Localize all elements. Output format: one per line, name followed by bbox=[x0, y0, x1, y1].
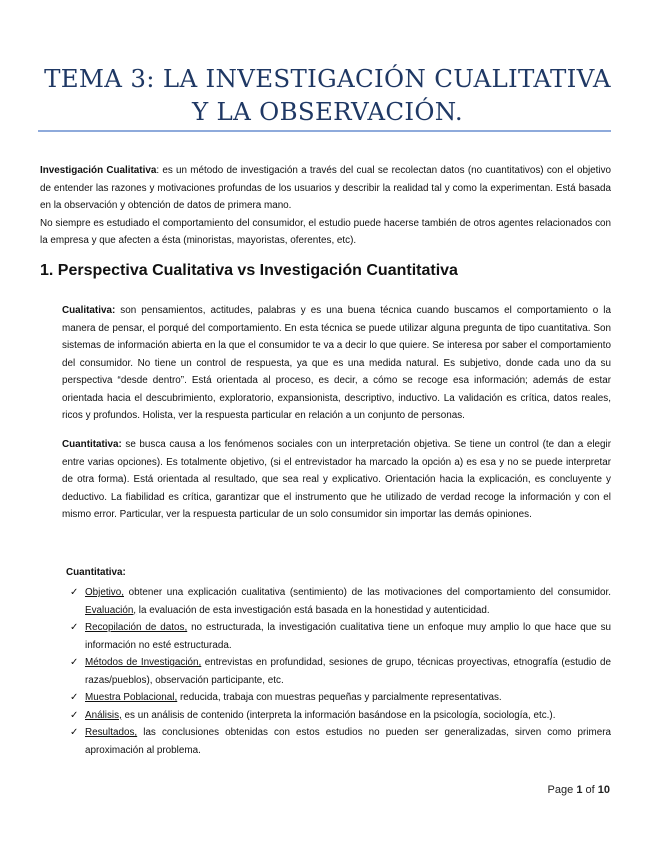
list-item bbox=[70, 689, 611, 707]
check-icon: ✓ bbox=[70, 587, 79, 598]
title-divider bbox=[38, 130, 611, 132]
cualitativa-text: son pensamientos, actitudes, palabras y es una buena técnica cuando buscamos el comportamiento o la manera de pensar, el porqué del comportamiento. En esta técnica se puede utilizar alguna pregunta de tipo cuantitativa. Son sistemas de información abierta en la que el consumidor te va a decir lo que quiere. Se interesa por saber el comportamiento del consumidor. No tiene un control de respuesta, ya que es una medida natural. Es subjetivo, donde cada uno da su perspectiva “desde dentro”. Está orientada al proceso, es decir, a cómo se recoge esa información; además de estar orientada hacia el descubrimiento, exploratorio, expansionista, descriptivo, inductivo. La validación es crítica, datos reales, ricos y profundos. Holista, ver la respuesta particular en relación a un conjunto de personas. bbox=[62, 305, 611, 421]
item-label: Recopilación de datos, bbox=[85, 622, 188, 633]
item-label: Objetivo, bbox=[85, 587, 124, 598]
page-word: Page bbox=[547, 784, 574, 796]
page-footer bbox=[548, 784, 610, 796]
cuantitativa-term: Cuantitativa: bbox=[62, 439, 122, 450]
check-icon: ✓ bbox=[70, 727, 79, 738]
section-heading: 1. Perspectiva Cualitativa vs Investigación Cuantitativa bbox=[40, 262, 458, 279]
page-total: 10 bbox=[597, 784, 610, 796]
cuantitativa-text: se busca causa a los fenómenos sociales con un interpretación objetiva. Se tiene un control (te dan a elegir entre varias opciones). Es totalmente objetivo, (si el entrevistador ha marcado la opción a) es esa y no se puede interpretar de otra forma). Está orientada al resultado, que sea real y explicativo. Orientación hacia la explicación, es concluyente y deductivo. La fiabilidad es crítica, garantizar que el instrumento que he utilizado de verdad recoge la información y con el mismo error. Particular, ver la respuesta particular de un solo consumidor sin importar las demás opiniones. bbox=[62, 439, 611, 520]
item-text: es un análisis de contenido (interpreta la información basándose en la psicología, sociología, etc.). bbox=[121, 709, 556, 721]
intro-text-2: No siempre es estudiado el comportamiento del consumidor, el estudio puede hacerse también de otros agentes relacionados con la empresa y que afecten a ésta (minoristas, mayoristas, oferentes, etc). bbox=[40, 217, 611, 246]
item-text: las conclusiones obtenidas con estos estudios no pueden ser generalizadas, sirven como primera aproximación al problema. bbox=[85, 727, 611, 756]
page-number: 1 bbox=[576, 784, 583, 796]
item-label: Análisis, bbox=[85, 709, 122, 721]
list-item bbox=[70, 724, 611, 759]
cualitativa-term: Cualitativa: bbox=[62, 305, 116, 316]
check-icon: ✓ bbox=[70, 692, 79, 703]
item-text: no estructurada, la investigación cualitativa tiene un enfoque muy amplio lo que hace que su información no esté estructurada. bbox=[85, 622, 611, 651]
list-title: Cuantitativa: bbox=[66, 567, 126, 578]
list-item bbox=[70, 584, 611, 619]
intro-paragraph bbox=[40, 162, 611, 250]
intro-term: Investigación Cualitativa bbox=[40, 165, 157, 176]
item-label: Resultados, bbox=[85, 727, 138, 738]
check-icon: ✓ bbox=[70, 709, 79, 721]
list-item bbox=[70, 707, 611, 725]
item-text: entrevistas en profundidad, sesiones de grupo, técnicas proyectivas, etnografía (estudio de razas/pueblos), observación participante, etc. bbox=[85, 657, 611, 686]
check-icon: ✓ bbox=[70, 622, 79, 633]
cualitativa-paragraph bbox=[62, 302, 611, 425]
item-label: Muestra Poblacional, bbox=[85, 692, 178, 703]
checklist bbox=[70, 584, 611, 759]
cuantitativa-paragraph bbox=[62, 436, 611, 524]
list-item bbox=[70, 619, 611, 654]
page-title: TEMA 3: LA INVESTIGACIÓN CUALITATIVA Y LA OBSERVACIÓN. bbox=[44, 64, 611, 126]
item-label: Métodos de Investigación, bbox=[85, 657, 202, 668]
intro-text-1: : es un método de investigación a través del cual se recolectan datos (no cuantitativos) con el objetivo de entender las razones y motivaciones profundas de los usuarios y describir la realidad tal y como la experimentan. Está basada en la observación y obtención de datos de primera mano. bbox=[40, 165, 612, 211]
of-word: of bbox=[585, 784, 595, 796]
list-item bbox=[70, 654, 611, 689]
item-text: obtener una explicación cualitativa (sentimiento) de las motivaciones del comportamiento del consumidor. bbox=[123, 587, 611, 598]
item-text: reducida, trabaja con muestras pequeñas y parcialmente representativas. bbox=[177, 692, 502, 703]
check-icon: ✓ bbox=[70, 657, 79, 668]
item-text-2: la evaluación de esta investigación está basada en la honestidad y autenticidad. bbox=[136, 604, 490, 616]
item-label-2: Evaluación, bbox=[85, 604, 137, 616]
